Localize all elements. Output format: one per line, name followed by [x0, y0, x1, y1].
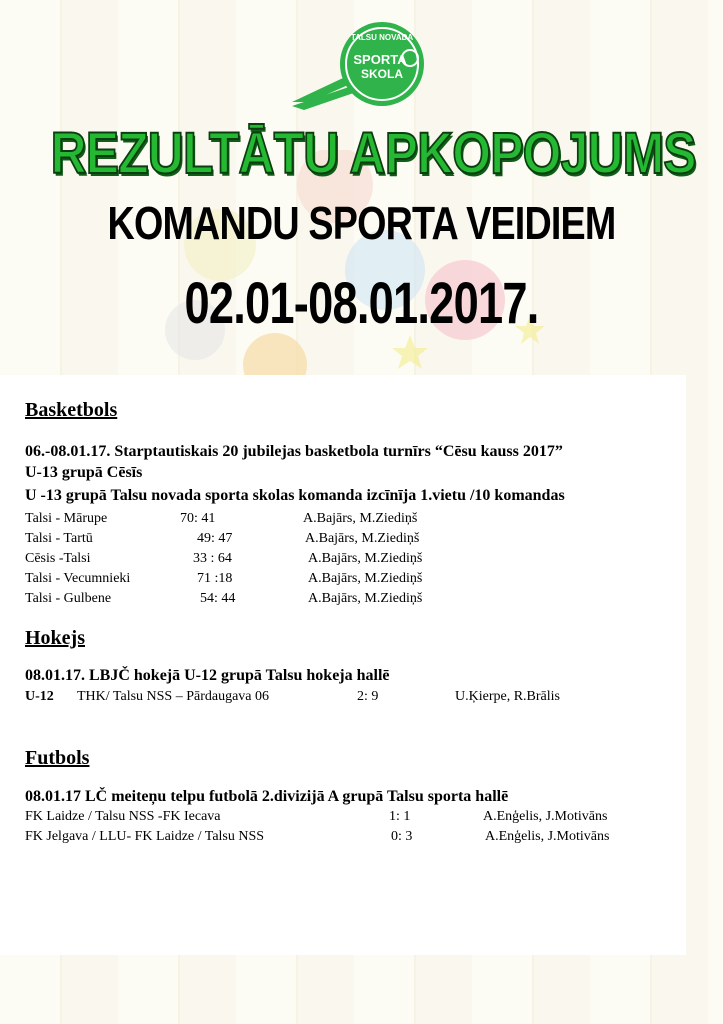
match-teams: Talsi - Mārupe	[25, 511, 108, 526]
match-score: 49: 47	[197, 531, 233, 546]
match-coaches: A.Bajārs, M.Ziediņš	[303, 511, 418, 526]
match-score: 71 :18	[197, 571, 233, 586]
match-teams: Talsi - Gulbene	[25, 591, 112, 606]
main-title: REZULTĀTU APKOPOJUMS	[50, 121, 696, 186]
poster-header	[0, 0, 723, 375]
match-coaches: A.Enģelis, J.Motivāns	[483, 809, 608, 824]
match-coaches: A.Bajārs, M.Ziediņš	[305, 531, 420, 546]
hockey-event-line: 08.01.17. LBJČ hokejā U-12 grupā Talsu hokeja hallē	[25, 667, 390, 684]
results-panel	[0, 375, 686, 955]
basketball-heading: Basketbols	[25, 399, 118, 421]
hockey-heading: Hokejs	[25, 627, 85, 649]
football-heading: Futbols	[25, 747, 90, 769]
match-score: 1: 1	[389, 809, 411, 824]
match-score: 70: 41	[180, 511, 216, 526]
logo-sub-text: SKOLA	[361, 67, 403, 81]
match-score: 2: 9	[357, 689, 379, 704]
match-coaches: U.Ķierpe, R.Brālis	[455, 689, 560, 704]
date-range: 02.01-08.01.2017.	[184, 271, 539, 336]
match-score: 33 : 64	[193, 551, 232, 566]
match-coaches: A.Enģelis, J.Motivāns	[485, 829, 610, 844]
match-group: U-12	[25, 689, 54, 704]
football-event-line: 08.01.17 LČ meiteņu telpu futbolā 2.divizijā A grupā Talsu sporta hallē	[25, 788, 509, 805]
match-coaches: A.Bajārs, M.Ziediņš	[308, 571, 423, 586]
match-teams: Cēsis -Talsi	[25, 551, 91, 566]
match-score: 0: 3	[391, 829, 413, 844]
talsu-sporta-skola-logo	[290, 18, 430, 118]
match-teams: THK/ Talsu NSS – Pārdaugava 06	[77, 689, 270, 704]
match-coaches: A.Bajārs, M.Ziediņš	[308, 591, 423, 606]
match-teams: FK Jelgava / LLU- FK Laidze / Talsu NSS	[25, 829, 265, 844]
basketball-event-line: 06.-08.01.17. Starptautiskais 20 jubilejas basketbola turnīrs “Cēsu kauss 2017”	[25, 443, 563, 460]
basketball-result-line: U -13 grupā Talsu novada sporta skolas komanda izcīnīja 1.vietu /10 komandas	[25, 487, 565, 504]
match-score: 54: 44	[200, 591, 236, 606]
match-teams: FK Laidze / Talsu NSS -FK Iecava	[25, 809, 221, 824]
match-teams: Talsi - Tartū	[25, 531, 93, 546]
match-coaches: A.Bajārs, M.Ziediņš	[308, 551, 423, 566]
logo-top-text: TALSU NOVADA	[350, 33, 414, 42]
subtitle: KOMANDU SPORTA VEIDIEM	[107, 197, 616, 249]
logo-main-text: SPORTA	[353, 52, 407, 67]
match-teams: Talsi - Vecumnieki	[25, 571, 131, 586]
basketball-group-line: U-13 grupā Cēsīs	[25, 464, 143, 481]
